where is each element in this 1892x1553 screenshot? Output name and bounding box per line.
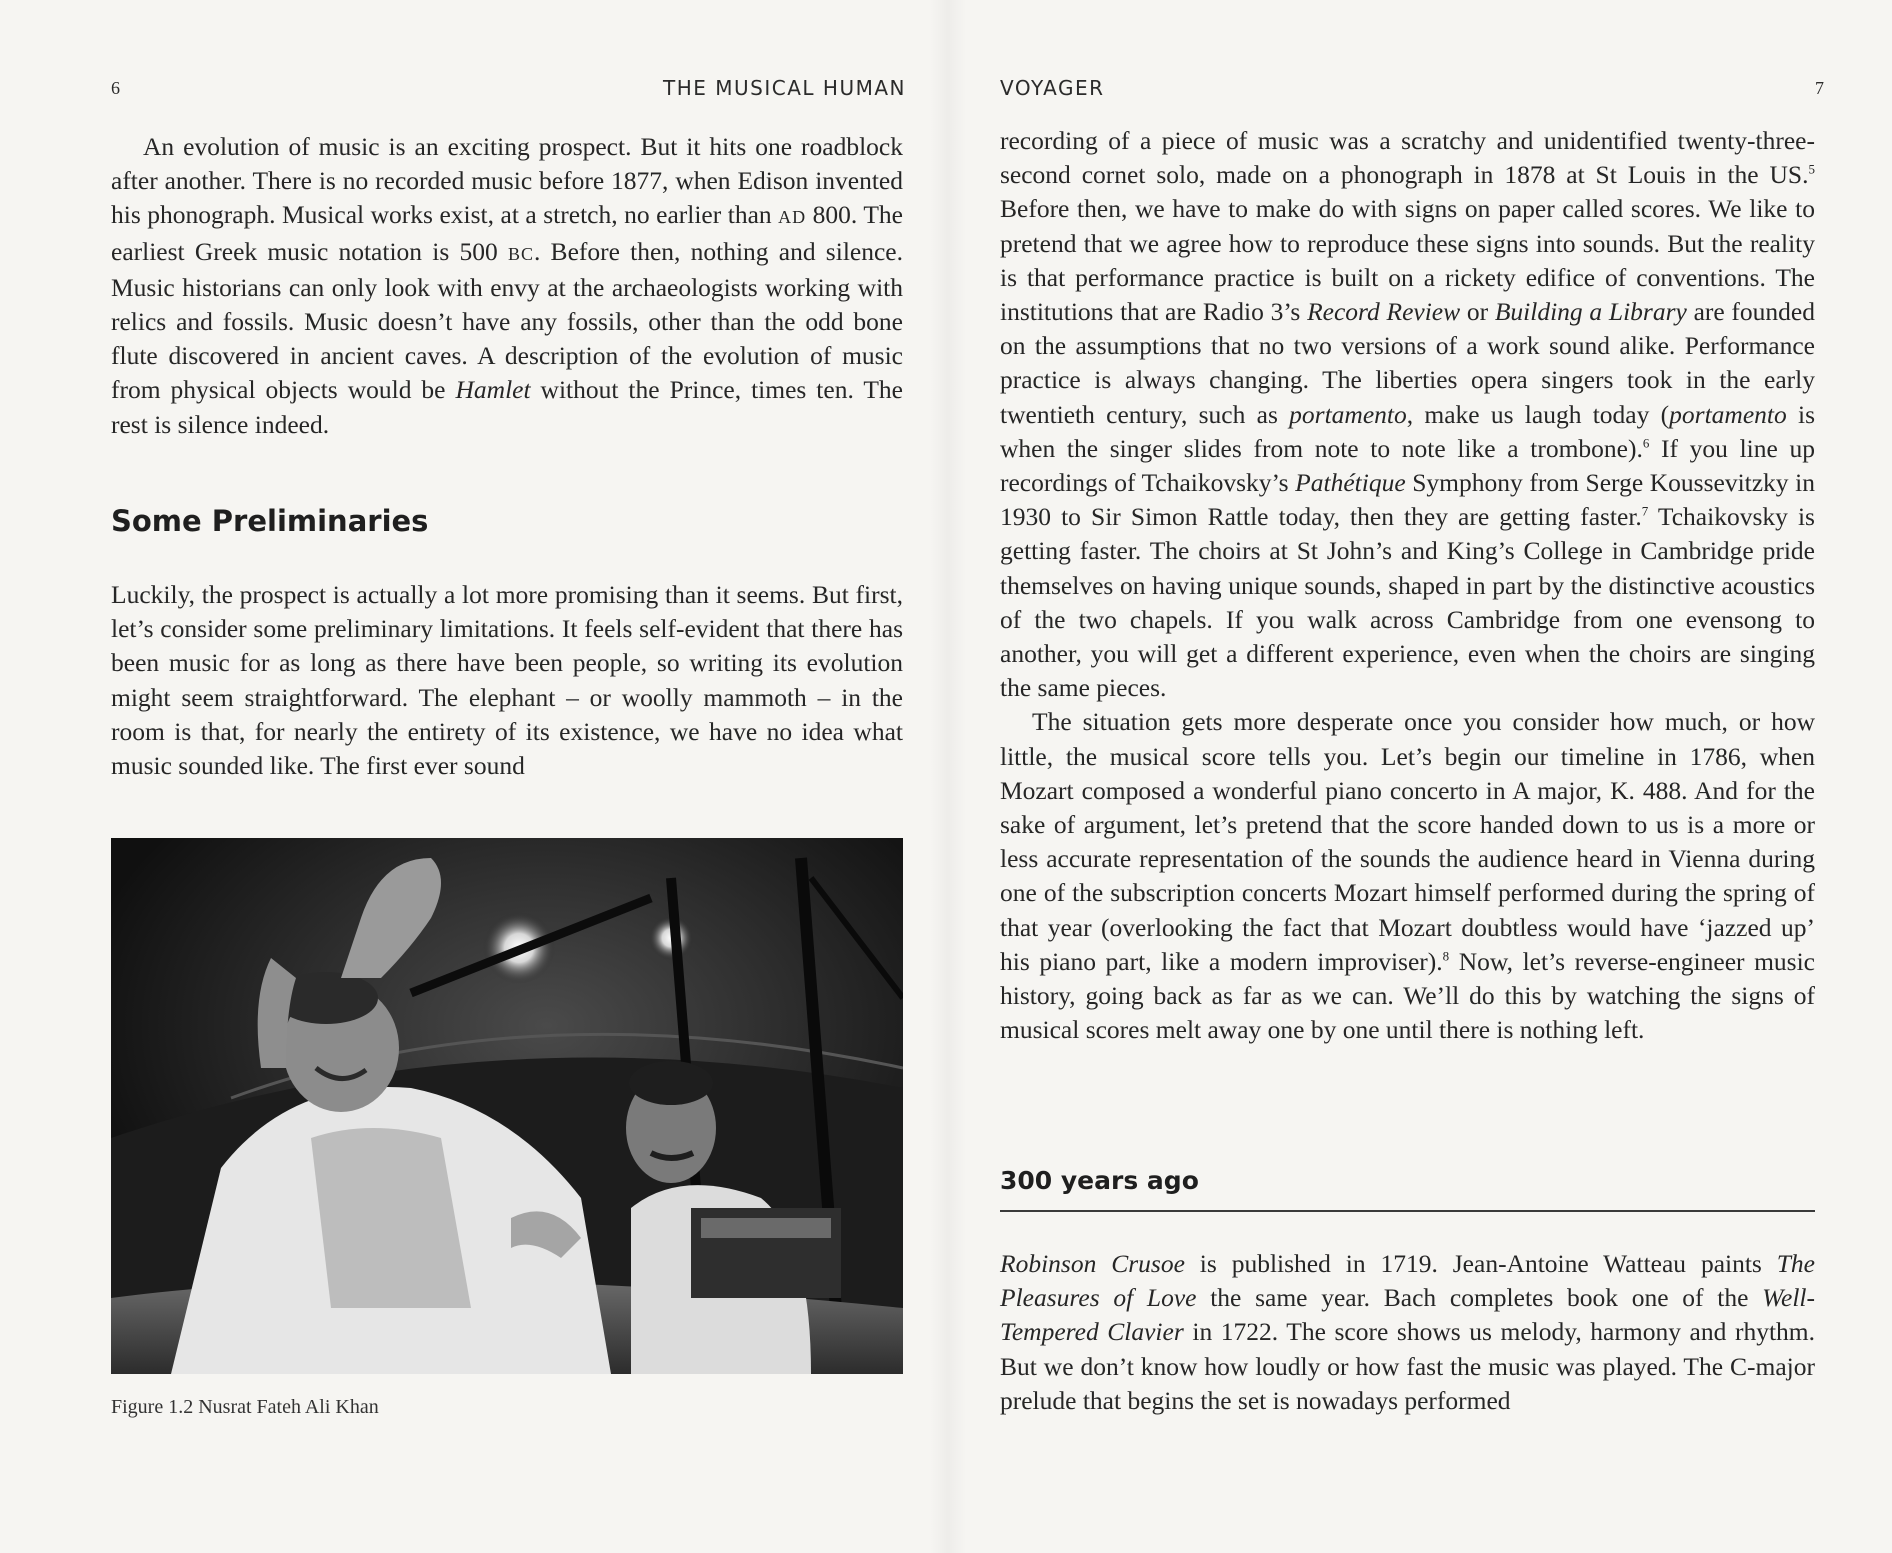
performer-photo-illustration bbox=[111, 838, 903, 1374]
right-p1-text-h: Symphony from Serge Koussevitzky in 1930 to Sir Simon Rattle today, then they are getting faster. bbox=[1000, 468, 1815, 532]
right-p1-portamento-2: portamento bbox=[1669, 399, 1787, 429]
right-p1-text-c: or bbox=[1460, 297, 1495, 327]
running-head-chapter-title: VOYAGER bbox=[1000, 76, 1105, 100]
left-p1-text-c: . Before then, nothing and silence. Music historians can only look with envy at the archaeologists working with relics and fossils. Music doesn’t have any fossils, other than the odd bone flute discovered in ancient caves. A description of the evolution of music from physical objects would be bbox=[111, 236, 903, 405]
left-p1-hamlet: Hamlet bbox=[455, 375, 531, 405]
right-p1-text-e: , make us laugh today ( bbox=[1406, 399, 1670, 429]
left-p1-bc: BC bbox=[507, 243, 534, 264]
right-p1-text-a: recording of a piece of music was a scratchy and unidentified twenty-three-second cornet solo, made on a phonograph in 1878 at St Louis in the US. bbox=[1000, 126, 1815, 190]
footnote-ref-5: 5 bbox=[1808, 161, 1815, 177]
right-p3-text-a: is published in 1719. Jean-Antoine Watteau paints bbox=[1184, 1249, 1777, 1278]
section-heading-some-preliminaries: Some Preliminaries bbox=[111, 504, 429, 538]
right-p1-text-d: are founded on the assumptions that no two versions of a work sound alike. Performance practice is always changing. The liberties opera singers took in the early twentieth century, such as bbox=[1000, 297, 1815, 429]
figure-caption: Figure 1.2 Nusrat Fateh Ali Khan bbox=[111, 1396, 379, 1418]
left-paragraph-1 bbox=[111, 130, 903, 442]
right-p3-well-tempered-clavier: Well-Tempered Clavier bbox=[1000, 1283, 1815, 1347]
section-rule bbox=[1000, 1210, 1815, 1212]
right-p2-text-b: Now, let’s reverse-engineer music history, going back as far as we can. We’ll do this by watching the signs of musical scores melt away one by one until there is nothing left. bbox=[1000, 946, 1815, 1045]
right-page bbox=[946, 0, 1892, 1553]
page-number-left: 6 bbox=[111, 78, 120, 98]
left-paragraph-2 bbox=[111, 578, 903, 783]
left-p1-ad: AD bbox=[778, 207, 807, 228]
right-paragraph-3 bbox=[1000, 1247, 1815, 1418]
right-p1-pathetique: Pathétique bbox=[1295, 468, 1406, 498]
footnote-ref-7: 7 bbox=[1641, 503, 1649, 519]
right-paragraph-2 bbox=[1000, 705, 1815, 1047]
right-p1-text-f: is when the singer slides from note to note like a trombone). bbox=[1000, 399, 1815, 463]
right-p1-text-g: If you line up recordings of Tchaikovsky’s bbox=[1000, 433, 1815, 498]
left-p1-text-d: without the Prince, times ten. The rest is silence indeed. bbox=[111, 375, 903, 439]
running-head-book-title: THE MUSICAL HUMAN bbox=[663, 76, 906, 100]
left-p1-text-a: An evolution of music is an exciting prospect. But it hits one roadblock after another. There is no recorded music before 1877, when Edison invented his phonograph. Musical works exist, at a stretch, no earlier than bbox=[111, 132, 903, 230]
photo-nusrat-fateh-ali-khan bbox=[111, 838, 903, 1374]
right-p3-text-c: in 1722. The score shows us melody, harmony and rhythm. But we don’t know how loudly or how fast the music was played. The C-major prelude that begins the set is nowadays performed bbox=[1000, 1317, 1815, 1415]
right-p3-robinson-crusoe: Robinson Crusoe bbox=[1000, 1249, 1185, 1278]
right-p2-text-a: The situation gets more desperate once you consider how much, or how little, the musical score tells you. Let’s begin our timeline in 1786, when Mozart composed a wonderful piano concerto in A major, K. 488. And for the sake of argument, let’s pretend that the score handed down to us is a more or less accurate representation of the sounds the audience heard in Vienna during one of the subscription concerts Mozart himself performed during the spring of that year (overlooking the fact that Mozart doubtless would have ‘jazzed up’ his piano part, like a modern improviser). bbox=[1000, 707, 1815, 976]
left-p1-text-b: 800. The earliest Greek music notation is 500 bbox=[111, 200, 904, 266]
footnote-ref-8: 8 bbox=[1442, 948, 1450, 964]
footnote-ref-6: 6 bbox=[1642, 435, 1650, 451]
left-p2-text: Luckily, the prospect is actually a lot more promising than it seems. But first, let’s consider some preliminary limitations. It feels self-evident that there has been music for as long as there have been people, so writing its evolution might seem straightforward. The elephant – or woolly mammoth – in the room is that, for nearly the entirety of its existence, we have no idea what music sounded like. The first ever sound bbox=[111, 580, 903, 781]
right-p1-text-i: Tchaikovsky is getting faster. The choirs at St John’s and King’s College in Cambridge pride themselves on having unique sounds, shaped in part by the distinctive acoustics of the two chapels. If you walk across Cambridge from one evensong to another, you will get a different experience, even when the choirs are singing the same pieces. bbox=[1000, 502, 1815, 703]
page-number-right: 7 bbox=[1815, 78, 1824, 98]
right-p1-portamento-1: portamento bbox=[1289, 399, 1407, 429]
right-p1-text-b: Before then, we have to make do with signs on paper called scores. We like to pretend that we agree how to reproduce these signs into sounds. But the reality is that performance practice is built on a rickety edifice of conventions. The institutions that are Radio 3’s bbox=[1000, 194, 1815, 327]
right-paragraphs-upper bbox=[1000, 124, 1815, 1047]
right-p3-pleasures-of-love: The Pleasures of Love bbox=[1000, 1249, 1815, 1313]
right-p3-text-b: the same year. Bach completes book one of the bbox=[1196, 1283, 1763, 1313]
right-paragraph-1 bbox=[1000, 124, 1815, 705]
section-heading-300-years-ago: 300 years ago bbox=[1000, 1166, 1199, 1195]
right-p1-record-review: Record Review bbox=[1307, 297, 1461, 327]
right-p1-building-a-library: Building a Library bbox=[1494, 297, 1687, 327]
